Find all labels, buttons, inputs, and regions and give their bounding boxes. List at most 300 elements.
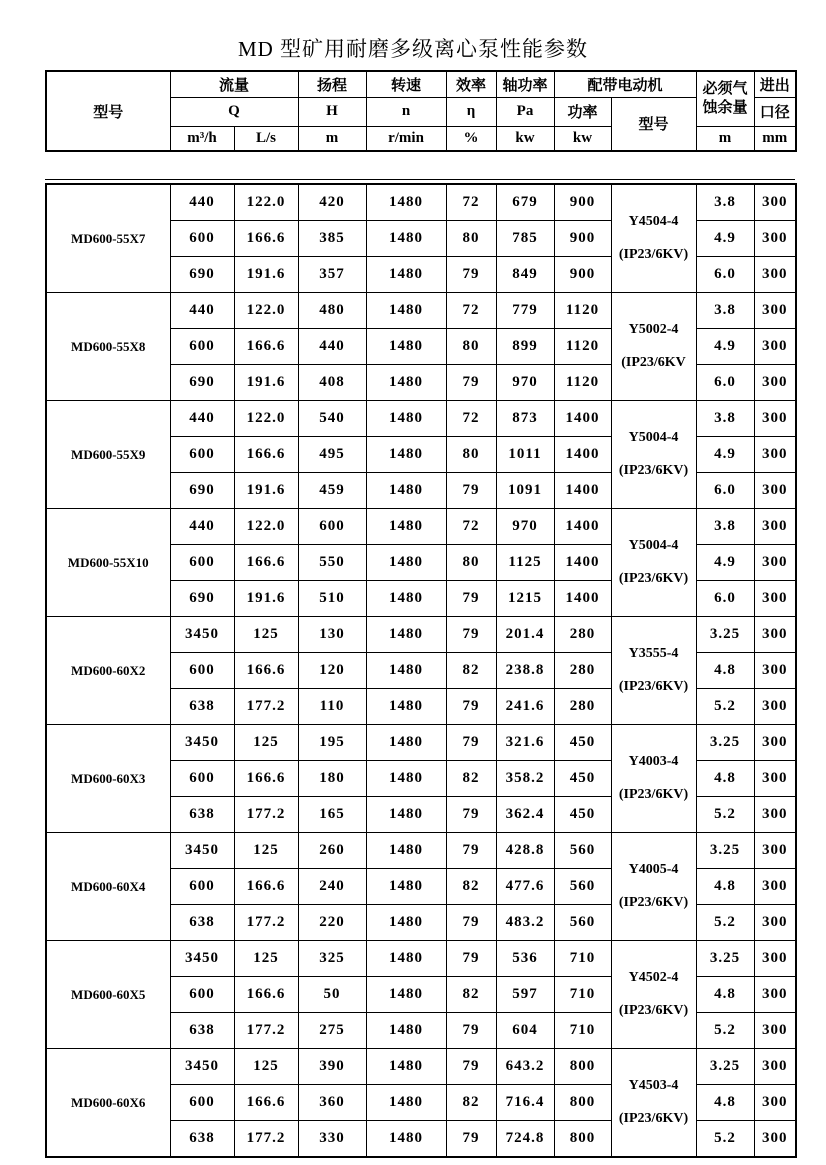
cell-diameter: 300 xyxy=(754,184,796,221)
cell-shaft-power: 1125 xyxy=(496,545,554,581)
cell-efficiency: 82 xyxy=(446,977,496,1013)
cell-motor-power: 560 xyxy=(554,905,611,941)
cell-flow-m3h: 600 xyxy=(170,869,234,905)
cell-npsh: 5.2 xyxy=(696,1013,754,1049)
cell-flow-ls: 125 xyxy=(234,1049,298,1085)
cell-head: 50 xyxy=(298,977,366,1013)
cell-motor-power: 560 xyxy=(554,833,611,869)
cell-diameter: 300 xyxy=(754,545,796,581)
cell-head: 325 xyxy=(298,941,366,977)
cell-npsh: 3.25 xyxy=(696,1049,754,1085)
cell-npsh: 6.0 xyxy=(696,473,754,509)
cell-flow-ls: 191.6 xyxy=(234,365,298,401)
cell-head: 440 xyxy=(298,329,366,365)
header-motor-power-unit: kw xyxy=(554,126,611,151)
cell-efficiency: 80 xyxy=(446,329,496,365)
cell-shaft-power: 785 xyxy=(496,221,554,257)
motor-model-line: (IP23/6KV) xyxy=(618,1110,689,1126)
header-efficiency: 效率 xyxy=(446,71,496,97)
cell-motor-model xyxy=(611,617,696,725)
cell-shaft-power: 428.8 xyxy=(496,833,554,869)
motor-model-line: (IP23/6KV) xyxy=(618,678,689,694)
cell-model: MD600-60X5 xyxy=(46,941,170,1049)
table-row xyxy=(46,509,796,545)
cell-speed: 1480 xyxy=(366,437,446,473)
cell-flow-ls: 166.6 xyxy=(234,869,298,905)
cell-speed: 1480 xyxy=(366,509,446,545)
cell-diameter: 300 xyxy=(754,653,796,689)
cell-shaft-power: 358.2 xyxy=(496,761,554,797)
cell-head: 495 xyxy=(298,437,366,473)
cell-efficiency: 79 xyxy=(446,617,496,653)
header-efficiency-unit: % xyxy=(446,126,496,151)
cell-head: 165 xyxy=(298,797,366,833)
cell-flow-ls: 122.0 xyxy=(234,293,298,329)
cell-model: MD600-55X7 xyxy=(46,184,170,293)
cell-speed: 1480 xyxy=(366,761,446,797)
cell-diameter: 300 xyxy=(754,977,796,1013)
cell-speed: 1480 xyxy=(366,941,446,977)
cell-head: 600 xyxy=(298,509,366,545)
cell-efficiency: 72 xyxy=(446,401,496,437)
cell-speed: 1480 xyxy=(366,905,446,941)
cell-npsh: 3.8 xyxy=(696,509,754,545)
header-flow-unit-ls: L/s xyxy=(234,126,298,151)
cell-flow-ls: 166.6 xyxy=(234,1085,298,1121)
cell-diameter: 300 xyxy=(754,941,796,977)
motor-model-line: (IP23/6KV) xyxy=(618,570,689,586)
cell-efficiency: 82 xyxy=(446,653,496,689)
cell-efficiency: 72 xyxy=(446,184,496,221)
cell-flow-ls: 177.2 xyxy=(234,1013,298,1049)
header-npsh-line2: 蚀余量 xyxy=(702,99,748,116)
cell-shaft-power: 643.2 xyxy=(496,1049,554,1085)
page-title: MD 型矿用耐磨多级离心泵性能参数 xyxy=(237,37,589,61)
cell-efficiency: 79 xyxy=(446,833,496,869)
cell-motor-power: 1400 xyxy=(554,437,611,473)
motor-model-line: Y4003-4 xyxy=(628,754,679,770)
cell-head: 275 xyxy=(298,1013,366,1049)
cell-diameter: 300 xyxy=(754,869,796,905)
table-row xyxy=(46,293,796,329)
cell-speed: 1480 xyxy=(366,617,446,653)
cell-flow-ls: 122.0 xyxy=(234,184,298,221)
cell-flow-m3h: 600 xyxy=(170,653,234,689)
cell-efficiency: 82 xyxy=(446,869,496,905)
cell-motor-model xyxy=(611,293,696,401)
cell-speed: 1480 xyxy=(366,1013,446,1049)
header-shaft-power-symbol: Pa xyxy=(496,97,554,126)
cell-npsh: 4.8 xyxy=(696,653,754,689)
cell-shaft-power: 483.2 xyxy=(496,905,554,941)
cell-flow-m3h: 638 xyxy=(170,1121,234,1158)
cell-flow-m3h: 638 xyxy=(170,1013,234,1049)
cell-speed: 1480 xyxy=(366,833,446,869)
cell-diameter: 300 xyxy=(754,221,796,257)
cell-shaft-power: 238.8 xyxy=(496,653,554,689)
cell-motor-power: 710 xyxy=(554,1013,611,1049)
cell-diameter: 300 xyxy=(754,365,796,401)
cell-shaft-power: 321.6 xyxy=(496,725,554,761)
spec-data-table xyxy=(45,183,797,1158)
cell-flow-m3h: 600 xyxy=(170,221,234,257)
cell-diameter: 300 xyxy=(754,1013,796,1049)
cell-npsh: 3.25 xyxy=(696,617,754,653)
cell-flow-m3h: 440 xyxy=(170,509,234,545)
cell-motor-model xyxy=(611,401,696,509)
cell-efficiency: 79 xyxy=(446,905,496,941)
cell-efficiency: 79 xyxy=(446,725,496,761)
motor-model-line: Y5004-4 xyxy=(628,538,679,554)
cell-head: 130 xyxy=(298,617,366,653)
header-motor-model: 型号 xyxy=(611,97,696,151)
cell-flow-ls: 166.6 xyxy=(234,437,298,473)
cell-diameter: 300 xyxy=(754,1049,796,1085)
cell-flow-ls: 122.0 xyxy=(234,401,298,437)
cell-head: 220 xyxy=(298,905,366,941)
cell-motor-power: 450 xyxy=(554,761,611,797)
cell-motor-power: 800 xyxy=(554,1049,611,1085)
cell-efficiency: 80 xyxy=(446,545,496,581)
motor-model-line: Y4504-4 xyxy=(628,214,679,230)
cell-efficiency: 72 xyxy=(446,509,496,545)
cell-shaft-power: 1215 xyxy=(496,581,554,617)
header-model: 型号 xyxy=(46,71,170,151)
cell-shaft-power: 849 xyxy=(496,257,554,293)
cell-model: MD600-60X6 xyxy=(46,1049,170,1158)
motor-model-line: (IP23/6KV) xyxy=(618,246,689,262)
cell-shaft-power: 604 xyxy=(496,1013,554,1049)
cell-shaft-power: 679 xyxy=(496,184,554,221)
cell-flow-ls: 125 xyxy=(234,941,298,977)
cell-head: 480 xyxy=(298,293,366,329)
motor-model-line: (IP23/6KV) xyxy=(618,894,689,910)
cell-speed: 1480 xyxy=(366,869,446,905)
header-motor-group: 配带电动机 xyxy=(554,71,696,97)
header-speed: 转速 xyxy=(366,71,446,97)
cell-speed: 1480 xyxy=(366,797,446,833)
cell-npsh: 4.8 xyxy=(696,761,754,797)
cell-npsh: 5.2 xyxy=(696,797,754,833)
cell-flow-m3h: 690 xyxy=(170,365,234,401)
cell-shaft-power: 716.4 xyxy=(496,1085,554,1121)
table-row xyxy=(46,941,796,977)
cell-motor-model xyxy=(611,1049,696,1158)
cell-shaft-power: 970 xyxy=(496,365,554,401)
cell-motor-power: 450 xyxy=(554,797,611,833)
cell-motor-model xyxy=(611,941,696,1049)
header-npsh xyxy=(696,71,754,126)
header-npsh-unit: m xyxy=(696,126,754,151)
cell-head: 110 xyxy=(298,689,366,725)
cell-efficiency: 79 xyxy=(446,1013,496,1049)
cell-motor-power: 560 xyxy=(554,869,611,905)
cell-npsh: 5.2 xyxy=(696,1121,754,1158)
cell-speed: 1480 xyxy=(366,293,446,329)
cell-flow-m3h: 690 xyxy=(170,257,234,293)
cell-head: 390 xyxy=(298,1049,366,1085)
cell-npsh: 3.8 xyxy=(696,401,754,437)
cell-efficiency: 80 xyxy=(446,437,496,473)
cell-motor-power: 280 xyxy=(554,653,611,689)
cell-diameter: 300 xyxy=(754,257,796,293)
cell-motor-model xyxy=(611,509,696,617)
cell-motor-model xyxy=(611,725,696,833)
cell-npsh: 3.25 xyxy=(696,833,754,869)
cell-diameter: 300 xyxy=(754,581,796,617)
cell-diameter: 300 xyxy=(754,401,796,437)
cell-shaft-power: 597 xyxy=(496,977,554,1013)
cell-head: 360 xyxy=(298,1085,366,1121)
cell-speed: 1480 xyxy=(366,1085,446,1121)
header-head: 扬程 xyxy=(298,71,366,97)
cell-speed: 1480 xyxy=(366,401,446,437)
cell-head: 540 xyxy=(298,401,366,437)
cell-diameter: 300 xyxy=(754,437,796,473)
cell-head: 550 xyxy=(298,545,366,581)
cell-npsh: 5.2 xyxy=(696,689,754,725)
cell-motor-power: 800 xyxy=(554,1085,611,1121)
cell-npsh: 3.25 xyxy=(696,941,754,977)
table-row xyxy=(46,401,796,437)
cell-efficiency: 82 xyxy=(446,761,496,797)
cell-shaft-power: 899 xyxy=(496,329,554,365)
data-table-top-rule xyxy=(45,179,795,180)
cell-motor-power: 1400 xyxy=(554,581,611,617)
cell-flow-m3h: 600 xyxy=(170,977,234,1013)
cell-efficiency: 80 xyxy=(446,221,496,257)
header-speed-unit: r/min xyxy=(366,126,446,151)
cell-flow-m3h: 600 xyxy=(170,329,234,365)
cell-motor-power: 1400 xyxy=(554,401,611,437)
cell-motor-power: 710 xyxy=(554,977,611,1013)
cell-motor-model xyxy=(611,833,696,941)
cell-diameter: 300 xyxy=(754,833,796,869)
header-head-symbol: H xyxy=(298,97,366,126)
cell-diameter: 300 xyxy=(754,725,796,761)
header-motor-power: 功率 xyxy=(554,97,611,126)
cell-speed: 1480 xyxy=(366,1049,446,1085)
cell-npsh: 3.8 xyxy=(696,293,754,329)
motor-model-line: (IP23/6KV xyxy=(621,354,686,370)
cell-shaft-power: 724.8 xyxy=(496,1121,554,1158)
header-diameter-line1: 进出 xyxy=(754,71,796,97)
cell-flow-ls: 125 xyxy=(234,617,298,653)
cell-model: MD600-55X9 xyxy=(46,401,170,509)
cell-head: 385 xyxy=(298,221,366,257)
cell-shaft-power: 536 xyxy=(496,941,554,977)
cell-head: 330 xyxy=(298,1121,366,1158)
motor-model-line: (IP23/6KV) xyxy=(618,462,689,478)
cell-efficiency: 79 xyxy=(446,941,496,977)
cell-motor-power: 1400 xyxy=(554,509,611,545)
cell-shaft-power: 201.4 xyxy=(496,617,554,653)
motor-model-line: Y4005-4 xyxy=(628,862,679,878)
cell-diameter: 300 xyxy=(754,1085,796,1121)
cell-motor-power: 1400 xyxy=(554,473,611,509)
cell-diameter: 300 xyxy=(754,329,796,365)
cell-head: 357 xyxy=(298,257,366,293)
cell-motor-power: 1400 xyxy=(554,545,611,581)
cell-flow-m3h: 3450 xyxy=(170,617,234,653)
cell-efficiency: 79 xyxy=(446,689,496,725)
cell-flow-m3h: 3450 xyxy=(170,941,234,977)
cell-npsh: 4.8 xyxy=(696,977,754,1013)
cell-npsh: 4.8 xyxy=(696,1085,754,1121)
header-efficiency-symbol: η xyxy=(446,97,496,126)
cell-npsh: 3.8 xyxy=(696,184,754,221)
header-npsh-line1: 必须气 xyxy=(702,81,748,97)
motor-model-line: Y5004-4 xyxy=(628,430,679,446)
cell-diameter: 300 xyxy=(754,797,796,833)
motor-model-line: Y5002-4 xyxy=(628,322,679,338)
cell-flow-ls: 191.6 xyxy=(234,473,298,509)
cell-flow-m3h: 638 xyxy=(170,797,234,833)
cell-head: 240 xyxy=(298,869,366,905)
table-row xyxy=(46,833,796,869)
cell-npsh: 4.9 xyxy=(696,329,754,365)
cell-diameter: 300 xyxy=(754,509,796,545)
cell-head: 260 xyxy=(298,833,366,869)
cell-head: 420 xyxy=(298,184,366,221)
cell-flow-ls: 166.6 xyxy=(234,221,298,257)
cell-efficiency: 82 xyxy=(446,1085,496,1121)
cell-speed: 1480 xyxy=(366,329,446,365)
cell-shaft-power: 779 xyxy=(496,293,554,329)
cell-flow-ls: 122.0 xyxy=(234,509,298,545)
cell-diameter: 300 xyxy=(754,689,796,725)
cell-efficiency: 79 xyxy=(446,797,496,833)
header-shaft-power: 轴功率 xyxy=(496,71,554,97)
cell-npsh: 4.9 xyxy=(696,437,754,473)
cell-speed: 1480 xyxy=(366,689,446,725)
cell-flow-ls: 177.2 xyxy=(234,905,298,941)
cell-flow-ls: 166.6 xyxy=(234,329,298,365)
cell-flow-ls: 166.6 xyxy=(234,977,298,1013)
cell-flow-m3h: 638 xyxy=(170,905,234,941)
cell-efficiency: 79 xyxy=(446,581,496,617)
cell-efficiency: 72 xyxy=(446,293,496,329)
cell-motor-power: 280 xyxy=(554,689,611,725)
cell-speed: 1480 xyxy=(366,365,446,401)
cell-head: 510 xyxy=(298,581,366,617)
cell-flow-ls: 177.2 xyxy=(234,689,298,725)
motor-model-line: (IP23/6KV) xyxy=(618,786,689,802)
cell-speed: 1480 xyxy=(366,257,446,293)
cell-shaft-power: 1091 xyxy=(496,473,554,509)
motor-model-line: Y4502-4 xyxy=(628,970,679,986)
table-row xyxy=(46,184,796,221)
cell-flow-m3h: 600 xyxy=(170,545,234,581)
cell-shaft-power: 970 xyxy=(496,509,554,545)
cell-efficiency: 79 xyxy=(446,1121,496,1158)
header-flow: 流量 xyxy=(170,71,298,97)
header-flow-symbol: Q xyxy=(170,97,298,126)
cell-flow-ls: 191.6 xyxy=(234,257,298,293)
cell-speed: 1480 xyxy=(366,581,446,617)
cell-flow-ls: 125 xyxy=(234,725,298,761)
cell-flow-m3h: 440 xyxy=(170,401,234,437)
cell-motor-power: 900 xyxy=(554,221,611,257)
cell-npsh: 4.9 xyxy=(696,221,754,257)
cell-efficiency: 79 xyxy=(446,365,496,401)
cell-motor-power: 710 xyxy=(554,941,611,977)
cell-speed: 1480 xyxy=(366,221,446,257)
cell-npsh: 4.8 xyxy=(696,869,754,905)
cell-flow-m3h: 600 xyxy=(170,437,234,473)
cell-diameter: 300 xyxy=(754,473,796,509)
header-flow-unit-m3h: m³/h xyxy=(170,126,234,151)
cell-flow-ls: 177.2 xyxy=(234,1121,298,1158)
cell-npsh: 6.0 xyxy=(696,581,754,617)
cell-npsh: 5.2 xyxy=(696,905,754,941)
cell-npsh: 3.25 xyxy=(696,725,754,761)
motor-model-line: Y4503-4 xyxy=(628,1078,679,1094)
cell-diameter: 300 xyxy=(754,761,796,797)
cell-motor-power: 1120 xyxy=(554,329,611,365)
cell-flow-m3h: 600 xyxy=(170,761,234,797)
cell-flow-ls: 166.6 xyxy=(234,653,298,689)
table-row xyxy=(46,617,796,653)
cell-flow-m3h: 600 xyxy=(170,1085,234,1121)
cell-npsh: 6.0 xyxy=(696,257,754,293)
cell-efficiency: 79 xyxy=(446,473,496,509)
cell-shaft-power: 1011 xyxy=(496,437,554,473)
cell-speed: 1480 xyxy=(366,1121,446,1158)
cell-speed: 1480 xyxy=(366,184,446,221)
cell-motor-power: 1120 xyxy=(554,365,611,401)
cell-diameter: 300 xyxy=(754,1121,796,1158)
cell-flow-ls: 191.6 xyxy=(234,581,298,617)
cell-npsh: 4.9 xyxy=(696,545,754,581)
cell-model: MD600-60X4 xyxy=(46,833,170,941)
cell-speed: 1480 xyxy=(366,977,446,1013)
cell-shaft-power: 477.6 xyxy=(496,869,554,905)
cell-model: MD600-55X8 xyxy=(46,293,170,401)
cell-shaft-power: 241.6 xyxy=(496,689,554,725)
cell-flow-ls: 166.6 xyxy=(234,761,298,797)
cell-model: MD600-60X3 xyxy=(46,725,170,833)
cell-flow-ls: 177.2 xyxy=(234,797,298,833)
cell-head: 195 xyxy=(298,725,366,761)
cell-diameter: 300 xyxy=(754,905,796,941)
table-row xyxy=(46,725,796,761)
cell-head: 459 xyxy=(298,473,366,509)
cell-motor-model xyxy=(611,184,696,293)
cell-flow-m3h: 690 xyxy=(170,473,234,509)
cell-speed: 1480 xyxy=(366,725,446,761)
header-diameter-line2: 口径 xyxy=(754,97,796,126)
cell-shaft-power: 362.4 xyxy=(496,797,554,833)
cell-flow-ls: 166.6 xyxy=(234,545,298,581)
header-head-unit: m xyxy=(298,126,366,151)
cell-head: 120 xyxy=(298,653,366,689)
header-diameter-unit: mm xyxy=(754,126,796,151)
cell-efficiency: 79 xyxy=(446,257,496,293)
table-row xyxy=(46,1049,796,1085)
cell-head: 180 xyxy=(298,761,366,797)
motor-model-line: (IP23/6KV) xyxy=(618,1002,689,1018)
cell-flow-m3h: 690 xyxy=(170,581,234,617)
cell-efficiency: 79 xyxy=(446,1049,496,1085)
cell-flow-m3h: 440 xyxy=(170,184,234,221)
cell-shaft-power: 873 xyxy=(496,401,554,437)
cell-motor-power: 900 xyxy=(554,257,611,293)
cell-flow-m3h: 3450 xyxy=(170,833,234,869)
header-shaft-power-unit: kw xyxy=(496,126,554,151)
cell-motor-power: 900 xyxy=(554,184,611,221)
cell-flow-m3h: 3450 xyxy=(170,1049,234,1085)
